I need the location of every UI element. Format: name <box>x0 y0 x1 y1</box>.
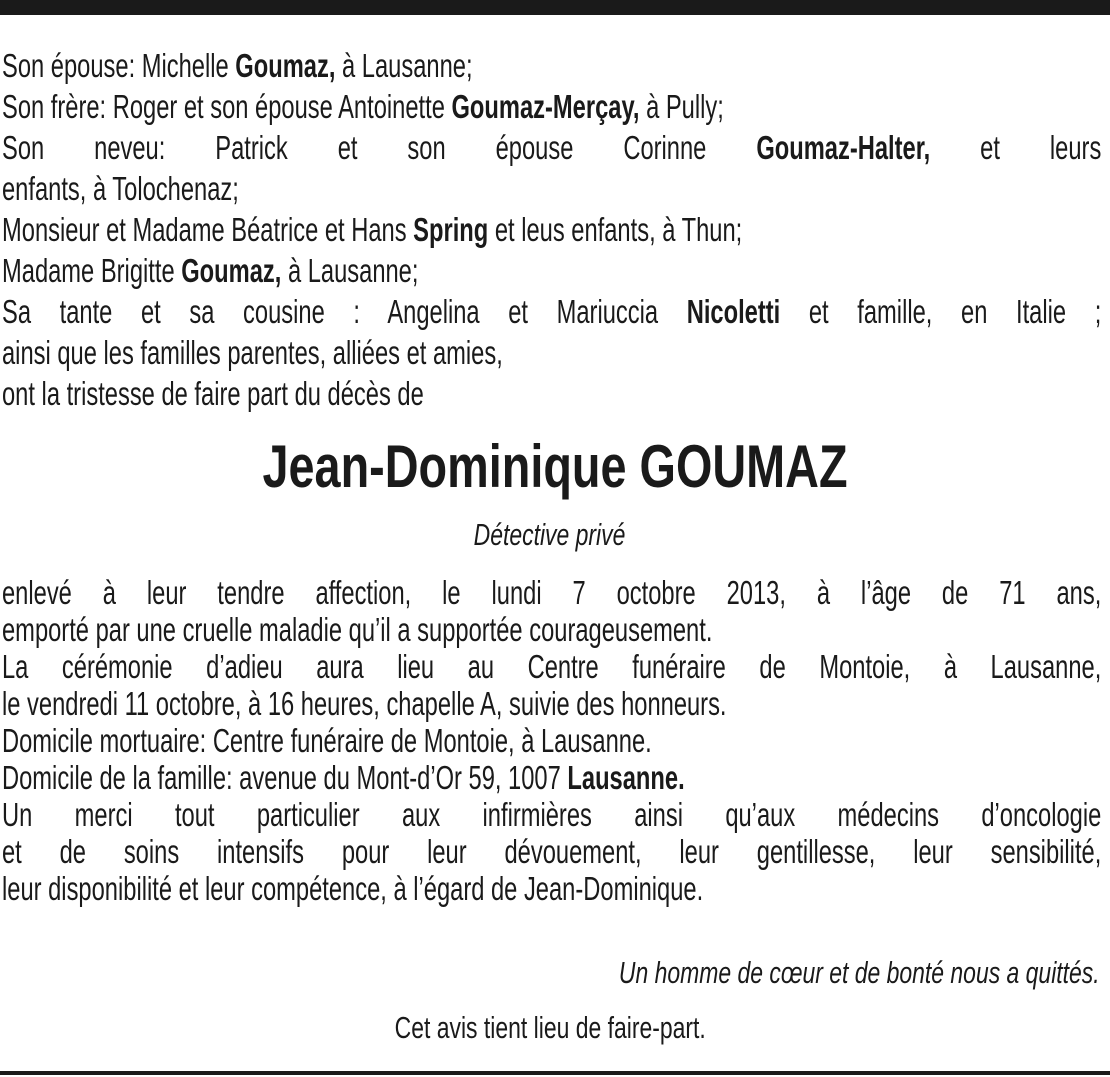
text-segment: Son frère: Roger et son épouse Antoinette <box>2 88 452 125</box>
text-line <box>2 332 1101 373</box>
text-segment: à Pully; <box>639 88 724 125</box>
text-line <box>2 611 1101 648</box>
profession-line <box>0 517 1100 553</box>
closing-quote-line <box>450 955 1100 991</box>
text-segment: Son neveu: Patrick et son épouse Corinne <box>2 129 757 166</box>
death-details <box>2 574 1101 907</box>
text-line <box>2 250 1101 291</box>
text-line <box>2 722 1101 759</box>
bold-name: Goumaz-Merçay, <box>451 88 640 125</box>
text-line <box>2 833 1101 870</box>
bold-name: Lausanne. <box>567 759 685 796</box>
text-line <box>2 796 1101 833</box>
text-segment: à Lausanne; <box>281 252 419 289</box>
text-line <box>2 685 1101 722</box>
text-segment: Un merci tout particulier aux infirmières ainsi qu’aux médecins d’oncologie <box>2 796 1102 833</box>
text-line <box>2 648 1101 685</box>
text-segment: Sa tante et sa cousine : Angelina et Mariuccia <box>2 293 687 330</box>
text-segment: et leus enfants, à Thun; <box>488 211 743 248</box>
bottom-border-rule <box>0 1071 1110 1075</box>
top-border-bar <box>0 0 1110 15</box>
text-segment: Son épouse: Michelle <box>2 47 236 84</box>
text-segment: enfants, à Tolochenaz; <box>2 170 239 207</box>
text-segment: Madame Brigitte <box>2 252 182 289</box>
deceased-name: Jean-Dominique GOUMAZ <box>262 433 848 500</box>
bold-name: Goumaz, <box>235 47 336 84</box>
bold-name: Goumaz, <box>181 252 282 289</box>
text-segment: le vendredi 11 octobre, à 16 heures, chapelle A, suivie des honneurs. <box>2 685 727 722</box>
bold-name: Goumaz-Halter, <box>756 129 931 166</box>
text-line <box>2 45 1101 86</box>
bold-name: Nicoletti <box>686 293 781 330</box>
text-segment: enlevé à leur tendre affection, le lundi 7 octobre 2013, à l’âge de 71 ans, <box>2 574 1102 611</box>
text-line <box>2 168 1101 209</box>
text-segment: et famille, en Italie ; <box>780 293 1102 330</box>
text-segment: leur disponibilité et leur compétence, à l’égard de Jean-Dominique. <box>2 870 704 907</box>
text-line <box>2 291 1101 332</box>
text-line <box>2 574 1101 611</box>
deceased-name-heading <box>0 432 1110 501</box>
text-segment: et de soins intensifs pour leur dévouement, leur gentillesse, leur sensibilité, <box>2 833 1102 870</box>
family-announcement <box>2 45 1101 414</box>
text-segment: emporté par une cruelle maladie qu’il a supportée courageusement. <box>2 611 713 648</box>
text-line <box>2 127 1101 168</box>
text-line <box>2 870 1101 907</box>
text-segment: Domicile de la famille: avenue du Mont-d’Or 59, 1007 <box>2 759 568 796</box>
text-segment: Domicile mortuaire: Centre funéraire de Montoie, à Lausanne. <box>2 722 652 759</box>
text-line <box>2 209 1101 250</box>
text-line <box>2 86 1101 127</box>
notice-text: Cet avis tient lieu de faire-part. <box>394 1010 706 1045</box>
text-line <box>2 759 1101 796</box>
text-segment: ainsi que les familles parentes, alliées et amies, <box>2 334 503 371</box>
bold-name: Spring <box>413 211 489 248</box>
text-segment: à Lausanne; <box>335 47 473 84</box>
text-segment: et leurs <box>930 129 1102 166</box>
text-line <box>2 373 1101 414</box>
text-segment: La cérémonie d’adieu aura lieu au Centre funéraire de Montoie, à Lausanne, <box>2 648 1102 685</box>
profession: Détective privé <box>474 517 626 552</box>
notice-line <box>0 1010 1100 1046</box>
text-segment: ont la tristesse de faire part du décès de <box>2 375 424 412</box>
text-segment: Monsieur et Madame Béatrice et Hans <box>2 211 414 248</box>
closing-quote: Un homme de cœur et de bonté nous a quittés. <box>619 955 1100 990</box>
